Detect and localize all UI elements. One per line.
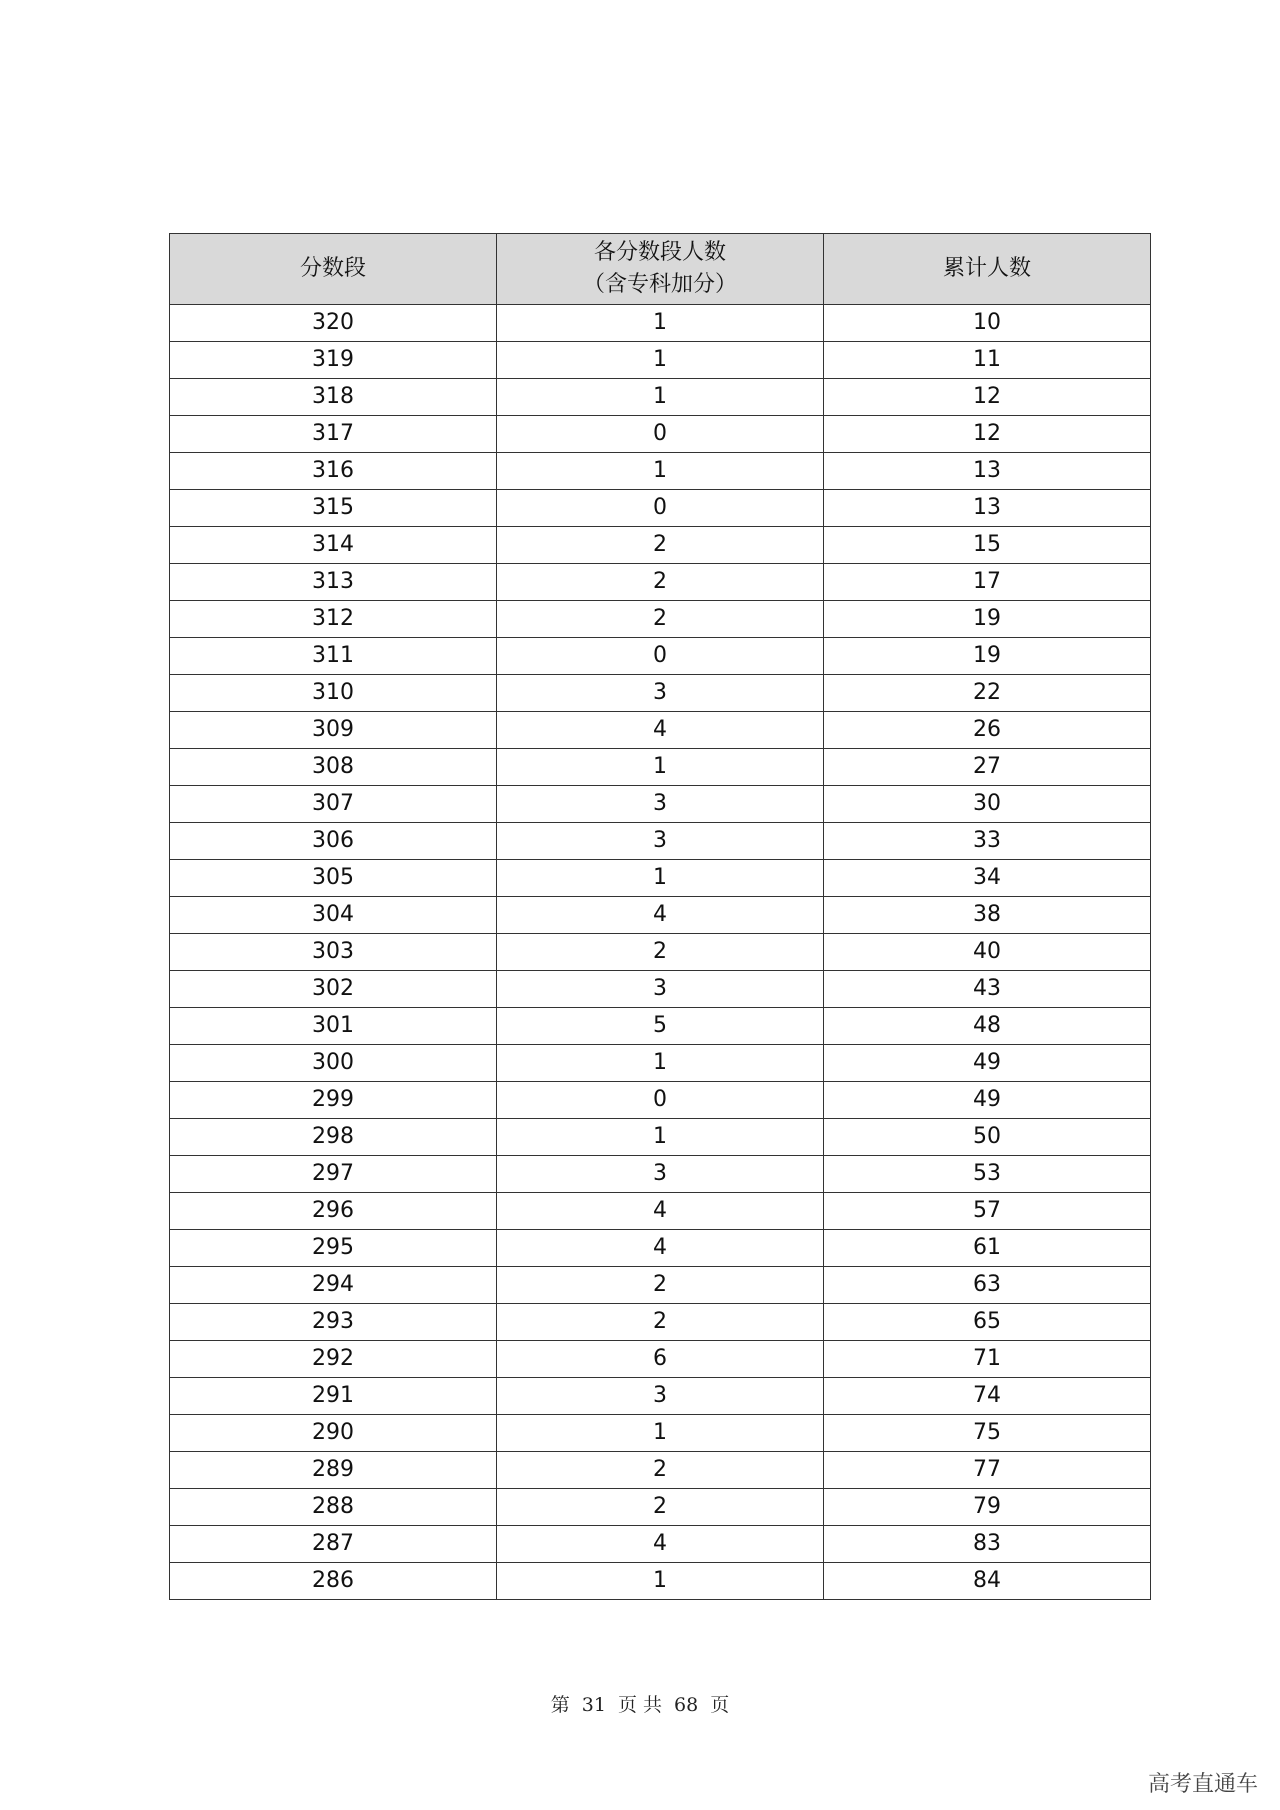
count-cell: 2 — [497, 527, 824, 564]
count-cell: 4 — [497, 1526, 824, 1563]
count-cell: 1 — [497, 342, 824, 379]
table-row — [170, 1045, 1151, 1082]
count-cell: 1 — [497, 860, 824, 897]
footer-current-page: 31 — [581, 1694, 606, 1716]
score-cell: 292 — [170, 1341, 497, 1378]
cumulative-cell: 63 — [824, 1267, 1151, 1304]
cumulative-cell: 22 — [824, 675, 1151, 712]
header-count-line2: （含专科加分） — [582, 272, 737, 297]
score-cell: 301 — [170, 1008, 497, 1045]
table-row — [170, 564, 1151, 601]
count-cell: 0 — [497, 1082, 824, 1119]
cumulative-cell: 74 — [824, 1378, 1151, 1415]
table-row — [170, 490, 1151, 527]
table-row — [170, 1156, 1151, 1193]
count-cell: 3 — [497, 1156, 824, 1193]
count-cell: 1 — [497, 1415, 824, 1452]
cumulative-cell: 75 — [824, 1415, 1151, 1452]
table-row — [170, 1415, 1151, 1452]
table-row — [170, 712, 1151, 749]
count-cell: 1 — [497, 379, 824, 416]
count-cell: 0 — [497, 638, 824, 675]
score-cell: 295 — [170, 1230, 497, 1267]
footer-total-pages: 68 — [674, 1694, 699, 1716]
score-cell: 315 — [170, 490, 497, 527]
count-cell: 0 — [497, 490, 824, 527]
score-cell: 287 — [170, 1526, 497, 1563]
score-cell: 296 — [170, 1193, 497, 1230]
score-cell: 303 — [170, 934, 497, 971]
score-cell: 294 — [170, 1267, 497, 1304]
table-row — [170, 379, 1151, 416]
score-cell: 312 — [170, 601, 497, 638]
count-cell: 2 — [497, 601, 824, 638]
score-cell: 300 — [170, 1045, 497, 1082]
score-cell: 290 — [170, 1415, 497, 1452]
cumulative-cell: 83 — [824, 1526, 1151, 1563]
score-cell: 320 — [170, 305, 497, 342]
table-row — [170, 749, 1151, 786]
cumulative-cell: 49 — [824, 1082, 1151, 1119]
score-cell: 305 — [170, 860, 497, 897]
footer-suffix: 页 — [710, 1694, 730, 1716]
cumulative-cell: 57 — [824, 1193, 1151, 1230]
score-cell: 318 — [170, 379, 497, 416]
table-row — [170, 1082, 1151, 1119]
page-footer — [0, 1690, 1280, 1717]
table-row — [170, 1267, 1151, 1304]
cumulative-cell: 40 — [824, 934, 1151, 971]
score-cell: 298 — [170, 1119, 497, 1156]
header-count — [497, 234, 824, 305]
header-count-line1: 各分数段人数 — [593, 240, 726, 265]
footer-prefix: 第 — [550, 1694, 570, 1716]
table-row — [170, 453, 1151, 490]
table-row — [170, 860, 1151, 897]
table-row — [170, 416, 1151, 453]
cumulative-cell: 77 — [824, 1452, 1151, 1489]
score-cell: 304 — [170, 897, 497, 934]
table-row — [170, 305, 1151, 342]
count-cell: 3 — [497, 675, 824, 712]
table-row — [170, 1304, 1151, 1341]
table-row — [170, 1230, 1151, 1267]
header-score: 分数段 — [170, 234, 497, 305]
cumulative-cell: 13 — [824, 453, 1151, 490]
table-row — [170, 675, 1151, 712]
cumulative-cell: 49 — [824, 1045, 1151, 1082]
cumulative-cell: 15 — [824, 527, 1151, 564]
score-cell: 297 — [170, 1156, 497, 1193]
cumulative-cell: 65 — [824, 1304, 1151, 1341]
count-cell: 4 — [497, 1230, 824, 1267]
table-row — [170, 638, 1151, 675]
cumulative-cell: 12 — [824, 416, 1151, 453]
score-cell: 311 — [170, 638, 497, 675]
table-row — [170, 786, 1151, 823]
count-cell: 1 — [497, 453, 824, 490]
count-cell: 3 — [497, 823, 824, 860]
count-cell: 1 — [497, 1119, 824, 1156]
cumulative-cell: 53 — [824, 1156, 1151, 1193]
score-cell: 299 — [170, 1082, 497, 1119]
score-cell: 307 — [170, 786, 497, 823]
table-row — [170, 1378, 1151, 1415]
table-row — [170, 971, 1151, 1008]
score-cell: 288 — [170, 1489, 497, 1526]
header-cumulative: 累计人数 — [824, 234, 1151, 305]
score-cell: 291 — [170, 1378, 497, 1415]
score-cell: 319 — [170, 342, 497, 379]
table-row — [170, 1452, 1151, 1489]
count-cell: 3 — [497, 1378, 824, 1415]
count-cell: 6 — [497, 1341, 824, 1378]
count-cell: 4 — [497, 1193, 824, 1230]
cumulative-cell: 34 — [824, 860, 1151, 897]
cumulative-cell: 71 — [824, 1341, 1151, 1378]
table-row — [170, 1526, 1151, 1563]
cumulative-cell: 61 — [824, 1230, 1151, 1267]
count-cell: 4 — [497, 712, 824, 749]
count-cell: 2 — [497, 1267, 824, 1304]
cumulative-cell: 30 — [824, 786, 1151, 823]
count-cell: 3 — [497, 971, 824, 1008]
score-cell: 314 — [170, 527, 497, 564]
cumulative-cell: 48 — [824, 1008, 1151, 1045]
score-cell: 313 — [170, 564, 497, 601]
table-header — [170, 234, 1151, 305]
table-body — [170, 305, 1151, 1600]
count-cell: 5 — [497, 1008, 824, 1045]
cumulative-cell: 10 — [824, 305, 1151, 342]
cumulative-cell: 13 — [824, 490, 1151, 527]
count-cell: 1 — [497, 749, 824, 786]
cumulative-cell: 38 — [824, 897, 1151, 934]
table-row — [170, 823, 1151, 860]
score-cell: 308 — [170, 749, 497, 786]
count-cell: 2 — [497, 934, 824, 971]
score-cell: 286 — [170, 1563, 497, 1600]
count-cell: 2 — [497, 564, 824, 601]
cumulative-cell: 33 — [824, 823, 1151, 860]
score-cell: 310 — [170, 675, 497, 712]
score-distribution-table — [169, 233, 1151, 1600]
cumulative-cell: 11 — [824, 342, 1151, 379]
table-row — [170, 342, 1151, 379]
count-cell: 1 — [497, 1045, 824, 1082]
header-row — [170, 234, 1151, 305]
score-cell: 316 — [170, 453, 497, 490]
count-cell: 1 — [497, 305, 824, 342]
cumulative-cell: 84 — [824, 1563, 1151, 1600]
watermark-logo: 高考直通车 — [1147, 1772, 1258, 1797]
table-row — [170, 601, 1151, 638]
table-row — [170, 1193, 1151, 1230]
score-cell: 309 — [170, 712, 497, 749]
count-cell: 3 — [497, 786, 824, 823]
cumulative-cell: 19 — [824, 601, 1151, 638]
cumulative-cell: 27 — [824, 749, 1151, 786]
table-row — [170, 934, 1151, 971]
count-cell: 0 — [497, 416, 824, 453]
score-cell: 302 — [170, 971, 497, 1008]
table-row — [170, 1008, 1151, 1045]
table-row — [170, 1489, 1151, 1526]
cumulative-cell: 17 — [824, 564, 1151, 601]
table-row — [170, 1563, 1151, 1600]
count-cell: 2 — [497, 1452, 824, 1489]
footer-middle: 页 共 — [617, 1694, 663, 1716]
table-row — [170, 1341, 1151, 1378]
score-cell: 289 — [170, 1452, 497, 1489]
cumulative-cell: 19 — [824, 638, 1151, 675]
cumulative-cell: 79 — [824, 1489, 1151, 1526]
score-cell: 317 — [170, 416, 497, 453]
cumulative-cell: 50 — [824, 1119, 1151, 1156]
table-row — [170, 527, 1151, 564]
cumulative-cell: 12 — [824, 379, 1151, 416]
cumulative-cell: 43 — [824, 971, 1151, 1008]
cumulative-cell: 26 — [824, 712, 1151, 749]
table-row — [170, 1119, 1151, 1156]
count-cell: 1 — [497, 1563, 824, 1600]
count-cell: 2 — [497, 1489, 824, 1526]
score-cell: 293 — [170, 1304, 497, 1341]
count-cell: 2 — [497, 1304, 824, 1341]
score-cell: 306 — [170, 823, 497, 860]
count-cell: 4 — [497, 897, 824, 934]
table-row — [170, 897, 1151, 934]
